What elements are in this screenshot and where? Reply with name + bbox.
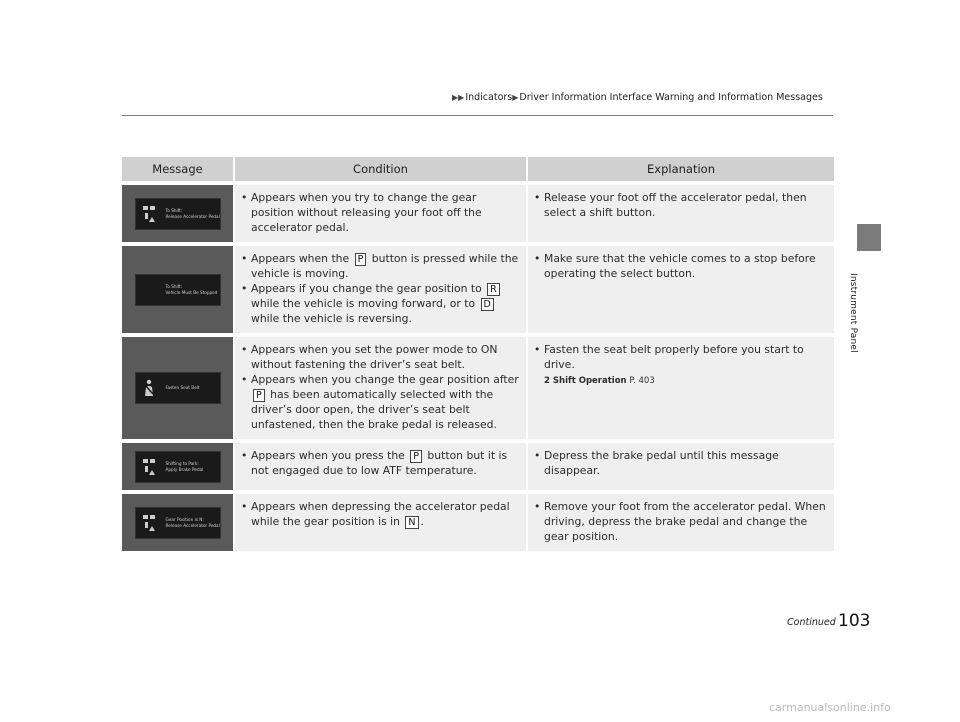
message-screen <box>135 451 221 483</box>
condition-text: while the vehicle is reversing. <box>251 312 412 325</box>
condition-text: button but it is not engaged due to low ATF temperature. <box>251 449 508 477</box>
condition-text: Appears if you change the gear position to <box>251 282 486 295</box>
message-cell <box>122 494 233 551</box>
triangle-icon: ▶▶ <box>452 93 465 102</box>
message-cell <box>122 443 233 490</box>
message-screen <box>135 274 221 306</box>
explanation-item: • Release your foot off the accelerator pedal, then select a shift button. <box>534 190 830 220</box>
breadcrumb-item: Driver Information Interface Warning and Information Messages <box>519 92 823 103</box>
gear-key-p: P <box>355 253 367 266</box>
screen-line-2: Release Accelerator Pedal <box>165 213 220 219</box>
table-row <box>122 494 834 551</box>
explanation-item: • Remove your foot from the accelerator pedal. When driving, depress the brake pedal and change the gear position. <box>534 499 830 544</box>
condition-item <box>241 372 522 432</box>
screen-line-2: Release Accelerator Pedal <box>165 522 220 528</box>
explanation-cell <box>526 443 834 490</box>
condition-text: has been automatically selected with the driver’s door open, the driver’s seat belt unfastened, then the brake pedal is released. <box>251 388 497 431</box>
condition-text: button is pressed while the vehicle is moving. <box>251 252 519 280</box>
reference-link[interactable]: Shift Operation <box>552 376 627 386</box>
explanation-cell <box>526 337 834 439</box>
condition-item: • Appears when you try to change the gear position without releasing your foot off the accelerator pedal. <box>241 190 522 235</box>
table-row <box>122 443 834 490</box>
section-label: Instrument Panel <box>848 273 858 353</box>
screen-line-1: To Shift: <box>165 283 183 289</box>
section-tab <box>857 224 881 251</box>
triangle-icon: ▶ <box>512 93 519 102</box>
table-header-row <box>122 157 834 181</box>
shift-button-icon <box>142 205 156 223</box>
screen-line-1: Fasten Seat Belt <box>165 385 200 390</box>
explanation-item: • Fasten the seat belt properly before you start to drive. <box>534 342 830 372</box>
explanation-cell <box>526 494 834 551</box>
table-row <box>122 246 834 333</box>
condition-text: Appears when you change the gear position after <box>251 373 519 386</box>
page-number: 103 <box>838 611 871 631</box>
breadcrumb-item: Indicators <box>465 92 513 103</box>
screen-line-2: Apply Brake Pedal <box>165 466 204 472</box>
shift-button-icon <box>142 458 156 476</box>
screen-line-1: Shifting to Park: <box>165 460 199 466</box>
condition-cell <box>233 494 526 551</box>
breadcrumb <box>452 92 823 103</box>
reference-page: P. 403 <box>629 376 655 386</box>
explanation-cell <box>526 246 834 333</box>
condition-cell <box>233 337 526 439</box>
header-message: Message <box>122 157 233 181</box>
condition-item: • Appears when you set the power mode to ON without fastening the driver’s seat belt. <box>241 342 522 372</box>
header-condition: Condition <box>233 157 526 181</box>
condition-text: Appears when you press the <box>251 449 409 462</box>
table-row <box>122 337 834 439</box>
explanation-item: • Make sure that the vehicle comes to a stop before operating the select button. <box>534 251 830 281</box>
condition-text: Appears when the <box>251 252 353 265</box>
condition-text: while the vehicle is moving forward, or to <box>251 297 479 310</box>
reference-icon: 2 <box>544 376 550 386</box>
condition-cell <box>233 185 526 242</box>
gear-key-p: P <box>410 450 422 463</box>
condition-item <box>241 448 522 478</box>
page-reference[interactable] <box>534 374 830 389</box>
condition-text: . <box>420 515 424 528</box>
condition-cell <box>233 443 526 490</box>
condition-item <box>241 499 522 529</box>
screen-line-1: Gear Position is N: <box>165 516 204 522</box>
seatbelt-icon <box>142 379 156 397</box>
gear-key-p: P <box>253 389 265 402</box>
header-rule <box>122 115 833 116</box>
message-screen <box>135 507 221 539</box>
gear-key-r: R <box>487 283 500 296</box>
screen-line-2: Vehicle Must Be Stopped <box>165 289 218 295</box>
header-explanation: Explanation <box>526 157 834 181</box>
condition-item <box>241 281 522 326</box>
watermark: carmanualsonline.info <box>769 701 891 714</box>
messages-table <box>122 153 834 555</box>
message-cell <box>122 246 233 333</box>
message-cell <box>122 337 233 439</box>
table-row <box>122 185 834 242</box>
continued-label: Continued <box>787 617 836 628</box>
screen-line-1: To Shift: <box>165 207 183 213</box>
condition-text: Appears when depressing the accelerator pedal while the gear position is in <box>251 500 510 528</box>
gear-key-d: D <box>481 298 494 311</box>
gear-key-n: N <box>405 516 418 529</box>
explanation-item: • Depress the brake pedal until this message disappear. <box>534 448 830 478</box>
message-cell <box>122 185 233 242</box>
shift-button-icon <box>142 514 156 532</box>
condition-cell <box>233 246 526 333</box>
condition-item <box>241 251 522 281</box>
message-screen <box>135 372 221 404</box>
message-screen <box>135 198 221 230</box>
explanation-cell <box>526 185 834 242</box>
